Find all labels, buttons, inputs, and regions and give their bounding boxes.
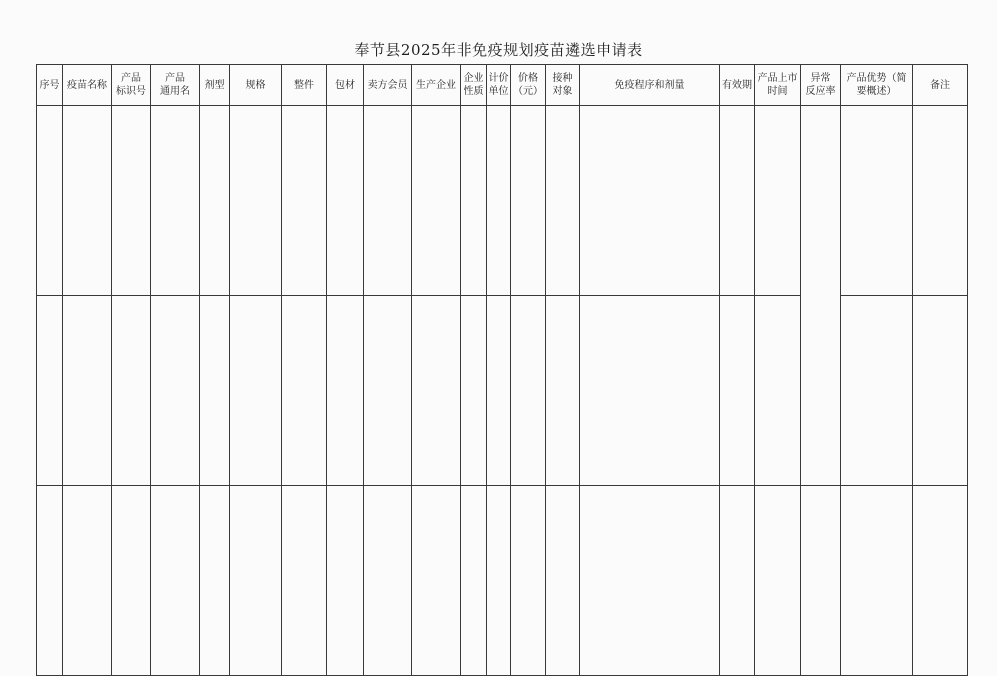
table-row (37, 486, 968, 676)
table-cell[interactable] (913, 106, 968, 296)
table-cell[interactable] (282, 106, 327, 296)
column-header: 产品 通用名 (151, 65, 200, 106)
table-cell[interactable] (841, 486, 913, 676)
table-cell[interactable] (112, 106, 151, 296)
table-cell[interactable] (461, 486, 487, 676)
table-cell[interactable] (546, 106, 580, 296)
column-header: 接种 对象 (546, 65, 580, 106)
table-cell[interactable] (801, 486, 841, 676)
column-header: 企业 性质 (461, 65, 487, 106)
column-header: 包材 (327, 65, 364, 106)
column-header: 生产企业 (412, 65, 461, 106)
table-cell[interactable] (755, 486, 801, 676)
table-cell[interactable] (282, 296, 327, 486)
table-cell[interactable] (327, 296, 364, 486)
table-cell[interactable] (720, 486, 755, 676)
table-cell[interactable] (37, 106, 63, 296)
column-header: 产品上市 时间 (755, 65, 801, 106)
document-title: 奉节县2025年非免疫规划疫苗遴选申请表 (354, 41, 643, 59)
table-cell[interactable] (200, 106, 230, 296)
table-cell[interactable] (487, 486, 511, 676)
column-header: 整件 (282, 65, 327, 106)
table-cell[interactable] (580, 296, 720, 486)
table-cell[interactable] (461, 106, 487, 296)
table-cell[interactable] (913, 486, 968, 676)
table-cell[interactable] (487, 296, 511, 486)
table-cell[interactable] (151, 106, 200, 296)
column-header: 产品 标识号 (112, 65, 151, 106)
table-cell[interactable] (230, 296, 282, 486)
table-cell[interactable] (63, 106, 112, 296)
table-cell[interactable] (801, 106, 841, 296)
column-header: 备注 (913, 65, 968, 106)
table-cell[interactable] (200, 486, 230, 676)
table-cell[interactable] (720, 296, 755, 486)
table-cell[interactable] (151, 296, 200, 486)
table-cell[interactable] (720, 106, 755, 296)
column-header: 有效期 (720, 65, 755, 106)
table-cell[interactable] (546, 296, 580, 486)
table-cell[interactable] (511, 106, 546, 296)
header-row (37, 65, 968, 106)
column-header: 规格 (230, 65, 282, 106)
table-row (37, 106, 968, 296)
table-cell[interactable] (364, 106, 412, 296)
table-cell[interactable] (546, 486, 580, 676)
table-cell[interactable] (230, 106, 282, 296)
table-cell[interactable] (461, 296, 487, 486)
table-cell[interactable] (755, 106, 801, 296)
table-cell[interactable] (801, 296, 841, 486)
column-header: 价格 （元） (511, 65, 546, 106)
column-header: 计价 单位 (487, 65, 511, 106)
table-cell[interactable] (412, 296, 461, 486)
table-cell[interactable] (151, 486, 200, 676)
table-cell[interactable] (511, 296, 546, 486)
table-cell[interactable] (112, 296, 151, 486)
table-cell[interactable] (755, 296, 801, 486)
table-cell[interactable] (230, 486, 282, 676)
table-cell[interactable] (580, 106, 720, 296)
application-form-table (36, 64, 968, 676)
table-cell[interactable] (200, 296, 230, 486)
table-cell[interactable] (327, 486, 364, 676)
column-header: 疫苗名称 (63, 65, 112, 106)
table-cell[interactable] (913, 296, 968, 486)
table-row (37, 296, 968, 486)
table-cell[interactable] (412, 106, 461, 296)
table-cell[interactable] (37, 296, 63, 486)
table-cell[interactable] (487, 106, 511, 296)
table-cell[interactable] (580, 486, 720, 676)
table-cell[interactable] (327, 106, 364, 296)
column-header: 免疫程序和剂量 (580, 65, 720, 106)
table-cell[interactable] (511, 486, 546, 676)
table-cell[interactable] (841, 296, 913, 486)
table-cell[interactable] (364, 486, 412, 676)
column-header: 卖方会员 (364, 65, 412, 106)
table-cell[interactable] (63, 486, 112, 676)
table-cell[interactable] (364, 296, 412, 486)
table-cell[interactable] (112, 486, 151, 676)
table-body (37, 106, 968, 676)
table-cell[interactable] (412, 486, 461, 676)
table-cell[interactable] (63, 296, 112, 486)
table-cell[interactable] (282, 486, 327, 676)
column-header: 序号 (37, 65, 63, 106)
column-header: 剂型 (200, 65, 230, 106)
table-cell[interactable] (37, 486, 63, 676)
table-cell[interactable] (841, 106, 913, 296)
column-header: 产品优势（简 要概述） (841, 65, 913, 106)
column-header: 异常 反应率 (801, 65, 841, 106)
